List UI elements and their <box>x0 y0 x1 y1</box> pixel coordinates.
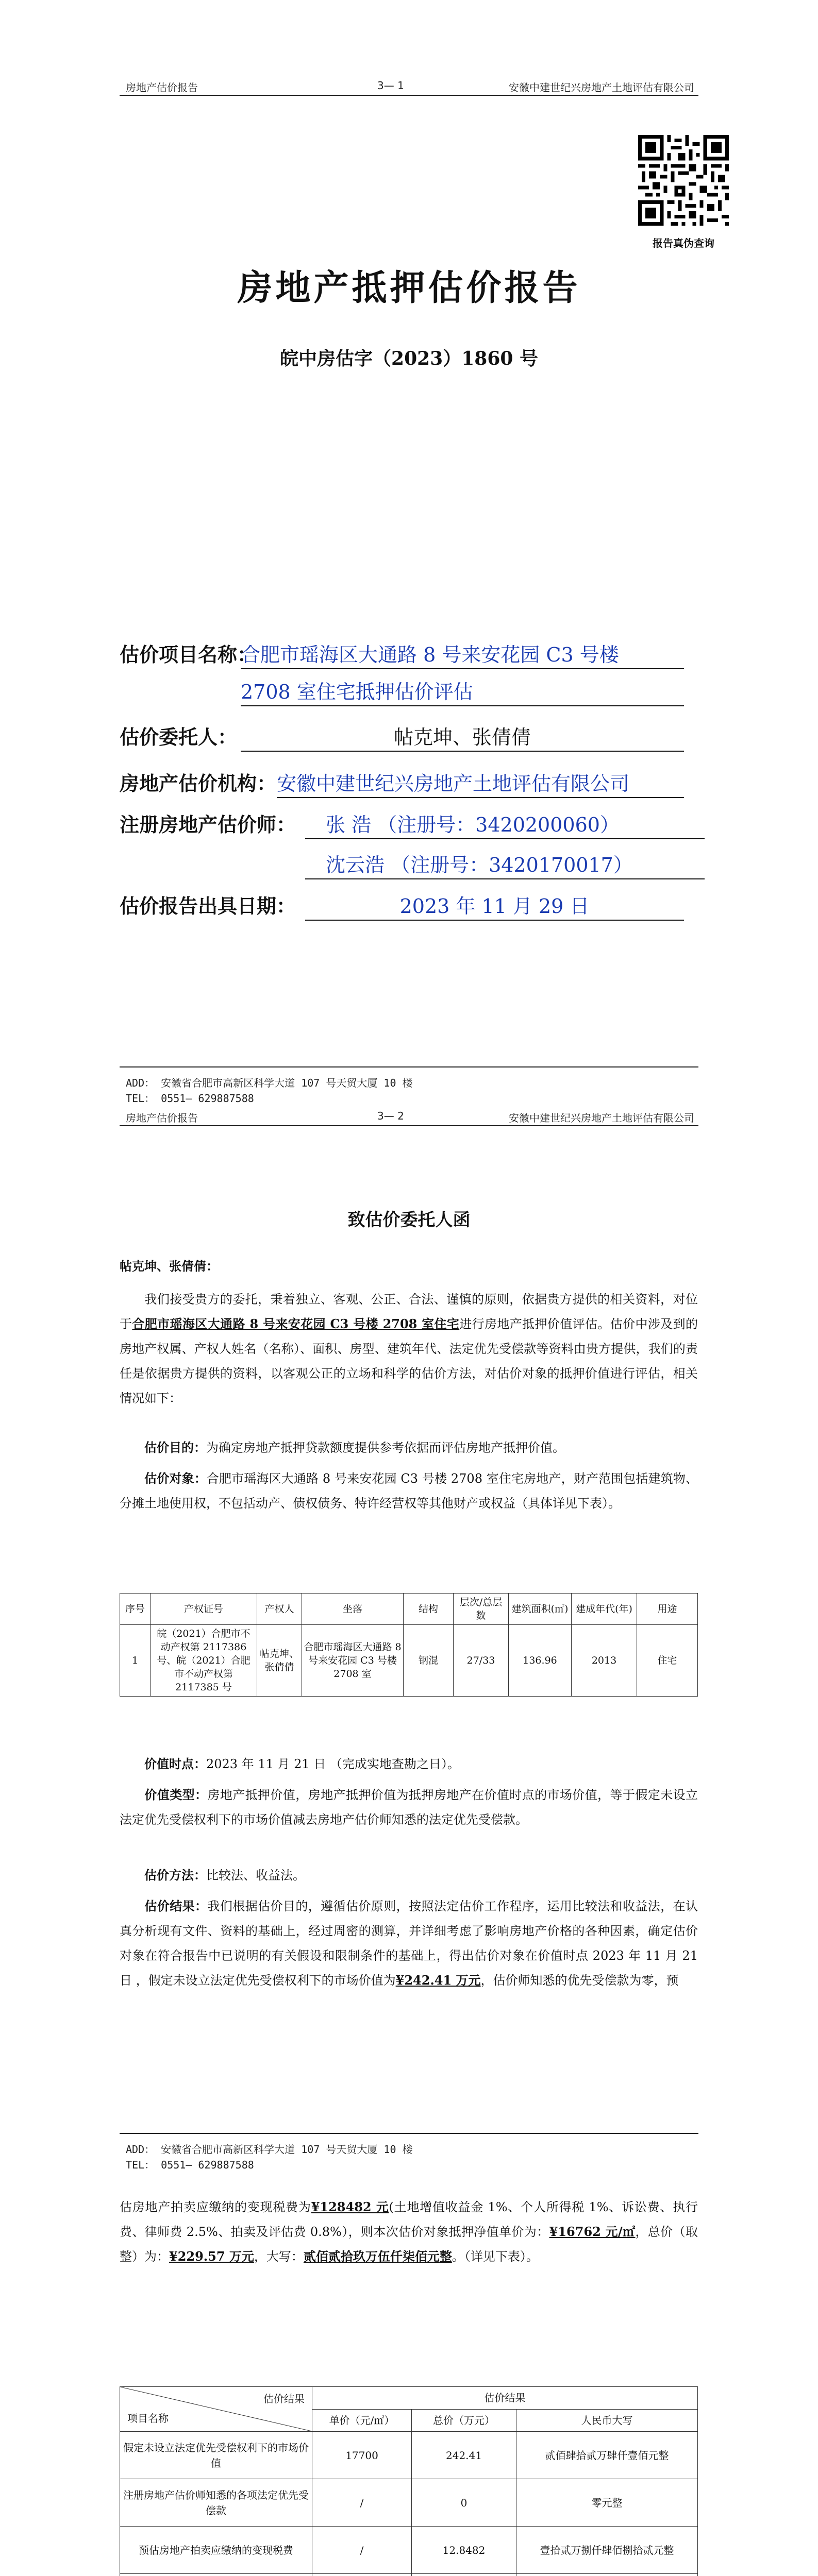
table-header-cell: 序号 <box>120 1594 151 1625</box>
table-cell: 预估房地产拍卖应缴纳的变现税费 <box>120 2527 312 2574</box>
table-row <box>120 1625 698 1697</box>
type-text: 房地产抵押价值，房地产抵押价值为抵押房地产在价值时点的市场价值，等于假定未设立法定优先受偿权利下的市场价值减去房地产估价师知悉的法定优先受偿款。 <box>120 1788 698 1827</box>
cover-page <box>0 0 818 1108</box>
diag-top-label: 估价结果 <box>263 2393 305 2405</box>
table-header-row <box>120 1594 698 1625</box>
table-row <box>120 2479 698 2527</box>
table-header-cell: 单价（元/㎡） <box>312 2409 412 2432</box>
result-table <box>120 2386 698 2576</box>
client-value: 帖克坤、张倩倩 <box>241 721 684 752</box>
project-value-line2: 2708 室住宅抵押估价评估 <box>241 676 684 706</box>
table-cell: 17700 <box>312 2432 412 2479</box>
agency-label: 房地产估价机构： <box>120 772 277 795</box>
table-header-cell: 人民币大写 <box>516 2409 698 2432</box>
table-header-cell: 建筑面积(㎡) <box>509 1594 572 1625</box>
table-cell: 注册房地产估价师知悉的各项法定优先受偿款 <box>120 2479 312 2527</box>
letter-page <box>0 1108 818 2190</box>
table-row <box>120 2527 698 2574</box>
unit-price: ¥16762 元/㎡ <box>549 2224 636 2239</box>
intro-text-a: 我们接受贵方的委托，秉着独立、客观、公正、合法、谨慎的原则，依据贵方提供的相关资料，对位于 <box>120 1292 698 1331</box>
table-header-cell: 结构 <box>404 1594 454 1625</box>
object-text: 合肥市瑶海区大通路 8 号来安花园 C3 号楼 2708 室住宅房地产，财产范围包括建筑物、分摊土地使用权，不包括动产、债权债务、特许经营权等其他财产或权益（具体详见下表）。 <box>120 1471 698 1511</box>
cont-text-b: (土地增值收益金 1%、个人所得税 1%、诉讼费、执行费、律师费 2.5%、拍卖及评估费 0.8%），则本次估价对象抵押净值单价为： <box>120 2200 698 2239</box>
table-cell: / <box>312 2527 412 2574</box>
type-label: 价值类型： <box>144 1787 208 1802</box>
type-paragraph <box>120 1783 698 1832</box>
qr-code-icon[interactable] <box>638 135 729 226</box>
header-page-number: 3— 1 <box>377 79 404 92</box>
table-header-cell: 产权人 <box>257 1594 302 1625</box>
table-row <box>120 2432 698 2479</box>
footer-address: ADD： 安徽省合肥市高新区科学大道 107 号天贸大厦 10 楼 <box>126 2143 413 2156</box>
result-text-a: 我们根据估价目的，遵循估价原则，按照法定估价工作程序，运用比较法和收益法，在认真分析现有文件、资料的基础上，经过周密的测算，并详细考虑了影响房地产价格的各种因素，确定估价对象在符合报告中已说明的有关假设和限制条件的基础上，得出估价对象在价值时点 2023 年 11 月 21 日 ，假定未设立法定优先受偿权利下的市场价值为 <box>120 1899 698 1988</box>
diag-bottom-label: 项目名称 <box>127 2412 169 2425</box>
project-field-cont <box>120 676 698 702</box>
project-field <box>120 639 698 665</box>
table-cell <box>120 2574 312 2576</box>
table-cell: 27/33 <box>454 1625 509 1697</box>
continuation-paragraph <box>120 2195 698 2269</box>
project-value-line1: 合肥市瑶海区大通路 8 号来安花园 C3 号楼 <box>241 639 684 669</box>
cont-text-c: ，总价（取整）为： <box>120 2225 698 2264</box>
total-price: ¥229.57 万元 <box>169 2249 254 2264</box>
table-header-cell: 产权证号 <box>151 1594 257 1625</box>
table-cell: 住宅 <box>637 1625 698 1697</box>
intro-paragraph <box>120 1287 698 1411</box>
purpose-paragraph <box>120 1435 698 1460</box>
header-page-number: 3— 2 <box>377 1110 404 1122</box>
table-cell: 贰佰肆拾贰万肆仟壹佰元整 <box>516 2432 698 2479</box>
result-text-b: ，估价师知悉的优先受偿款为零，预 <box>480 1973 679 1988</box>
purpose-label: 估价目的： <box>144 1440 206 1455</box>
table-cell: 帖克坤、张倩倩 <box>257 1625 302 1697</box>
table-cell <box>412 2574 516 2576</box>
purpose-text: 为确定房地产抵押贷款额度提供参考依据而评估房地产抵押价值。 <box>206 1440 565 1455</box>
table-cell: 钢混 <box>404 1625 454 1697</box>
diagonal-header-cell <box>120 2387 312 2432</box>
client-field <box>120 721 698 747</box>
total-price-upper: 贰佰贰拾玖万伍仟柒佰元整 <box>303 2249 452 2264</box>
result-paragraph <box>120 1894 698 1993</box>
header-company: 安徽中建世纪兴房地产土地评估有限公司 <box>509 1112 694 1124</box>
footer-tel: TEL： 0551— 629887588 <box>126 1092 254 1105</box>
table-header-cell: 总价（万元） <box>412 2409 516 2432</box>
letter-title: 致估价委托人函 <box>347 1210 471 1230</box>
table-cell: 136.96 <box>509 1625 572 1697</box>
result-page <box>0 2190 818 2576</box>
page-footer <box>120 1066 698 1109</box>
appraiser-2-value: 沈云浩 （注册号：3420170017） <box>305 849 705 879</box>
date-value: 2023 年 11 月 29 日 <box>305 890 684 921</box>
table-header-cell: 建成年代(年) <box>572 1594 637 1625</box>
table-cell: 0 <box>412 2479 516 2527</box>
appraiser-1-value: 张 浩 （注册号：3420200060） <box>305 809 705 839</box>
table-cell: 2013 <box>572 1625 637 1697</box>
table-header-cell: 坐落 <box>302 1594 404 1625</box>
object-paragraph <box>120 1466 698 1516</box>
footer-tel: TEL： 0551— 629887588 <box>126 2159 254 2171</box>
table-cell: 壹拾贰万捌仟肆佰捌拾贰元整 <box>516 2527 698 2574</box>
appraiser-label: 注册房地产估价师： <box>120 813 296 836</box>
running-header <box>120 1108 698 1126</box>
date-label: 估价报告出具日期： <box>120 894 296 918</box>
intro-address: 合肥市瑶海区大通路 8 号来安花园 C3 号楼 2708 室住宅 <box>132 1316 460 1331</box>
method-label: 估价方法： <box>144 1868 206 1883</box>
property-table <box>120 1593 698 1697</box>
group-header: 估价结果 <box>312 2387 698 2410</box>
appraiser-field <box>120 809 698 835</box>
cont-text-e: 。（详见下表）。 <box>452 2249 539 2264</box>
time-paragraph <box>120 1752 698 1776</box>
header-company: 安徽中建世纪兴房地产土地评估有限公司 <box>509 81 694 94</box>
table-cell: 1 <box>120 1625 151 1697</box>
table-header-row <box>120 2387 698 2410</box>
date-field <box>120 890 698 916</box>
time-text: 2023 年 11 月 21 日 （完成实地查勘之日）。 <box>206 1757 460 1771</box>
intro-text-c: 进行房地产抵押价值评估。估价中涉及到的房地产权属、产权人姓名（名称）、面积、房型、建筑年代、法定优先受偿款等资料由贵方提供，我们的责任是依据贵方提供的资料，以客观公正的立场和科学的估价方法，对估价对象的抵押价值进行评估，相关情况如下： <box>120 1317 698 1405</box>
table-cell: 242.41 <box>412 2432 516 2479</box>
table-cell: 皖（2021）合肥市不动产权第 2117386 号、皖（2021）合肥市不动产权第 2117385 号 <box>151 1625 257 1697</box>
running-header <box>120 77 698 96</box>
table-cell <box>312 2574 412 2576</box>
object-label: 估价对象： <box>144 1471 207 1486</box>
report-number: 皖中房估字（2023）1860 号 <box>280 348 538 369</box>
method-text: 比较法、收益法。 <box>206 1868 305 1883</box>
cont-text-a: 估房地产拍卖应缴纳的变现税费为 <box>120 2200 311 2214</box>
table-cell: 合肥市瑶海区大通路 8 号来安花园 C3 号楼 2708 室 <box>302 1625 404 1697</box>
agency-field <box>120 768 698 793</box>
qr-label: 报告真伪查询 <box>653 237 714 249</box>
time-label: 价值时点： <box>144 1756 206 1771</box>
table-header-cell: 层次/总层数 <box>454 1594 509 1625</box>
result-label: 估价结果： <box>144 1899 208 1913</box>
footer-address: ADD： 安徽省合肥市高新区科学大道 107 号天贸大厦 10 楼 <box>126 1077 413 1089</box>
cont-text-d: ，大写： <box>254 2249 304 2264</box>
table-cell: / <box>312 2479 412 2527</box>
tax-value: ¥128482 元 <box>311 2199 389 2214</box>
table-cell: 假定未设立法定优先受偿权利下的市场价值 <box>120 2432 312 2479</box>
header-left: 房地产估价报告 <box>126 1112 198 1124</box>
project-label: 估价项目名称： <box>120 643 257 666</box>
table-cell <box>516 2574 698 2576</box>
header-left: 房地产估价报告 <box>126 81 198 94</box>
page-footer <box>120 2133 698 2175</box>
client-label: 估价委托人： <box>120 725 238 749</box>
result-market-value: ¥242.41 万元 <box>395 1973 481 1988</box>
agency-value: 安徽中建世纪兴房地产土地评估有限公司 <box>277 768 684 798</box>
table-cell: 12.8482 <box>412 2527 516 2574</box>
appraiser-field-2 <box>120 849 698 875</box>
salutation: 帖克坤、张倩倩： <box>120 1259 219 1274</box>
table-header-cell: 用途 <box>637 1594 698 1625</box>
table-cell: 零元整 <box>516 2479 698 2527</box>
table-row <box>120 2574 698 2576</box>
method-paragraph <box>120 1863 698 1888</box>
report-title: 房地产抵押估价报告 <box>237 267 581 309</box>
